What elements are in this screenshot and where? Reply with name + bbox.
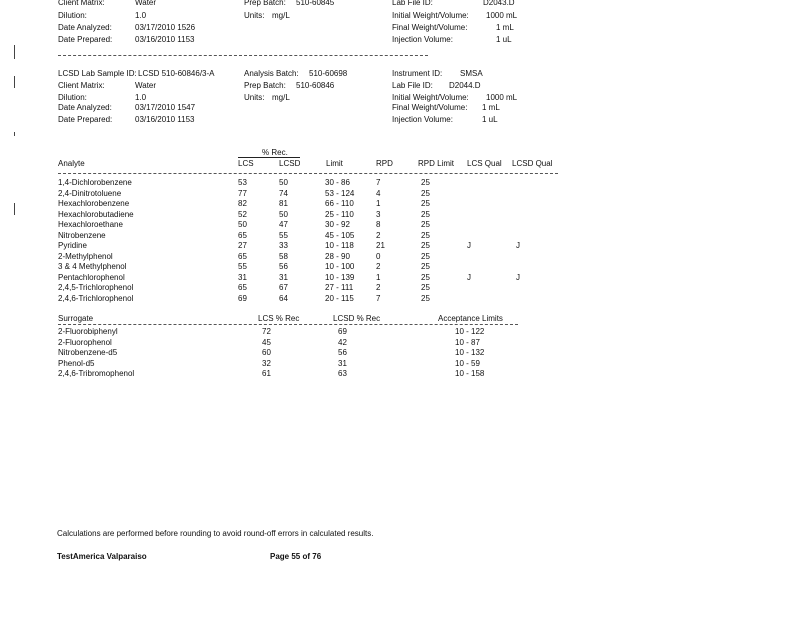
initial-weight-label: Initial Weight/Volume: xyxy=(392,93,469,102)
lcsd-rec: 67 xyxy=(279,283,288,292)
acceptance-limit: 10 - 59 xyxy=(455,358,480,368)
header-lcsd-rec: LCSD % Rec xyxy=(333,314,381,323)
lcs-rec: 32 xyxy=(262,358,271,368)
dilution-value: 1.0 xyxy=(135,93,147,102)
units-label: Units: xyxy=(244,93,265,102)
lcs-rec: 55 xyxy=(238,262,247,271)
injection-value: 1 uL xyxy=(496,35,512,44)
calculation-note: Calculations are performed before rounding to avoid round-off errors in calculated results. xyxy=(57,529,374,538)
margin-mark xyxy=(14,76,15,88)
lcsd-rec: 56 xyxy=(279,262,288,271)
rpd-limit: 25 xyxy=(421,283,430,292)
surrogate-name: 2-Fluorophenol xyxy=(58,337,112,347)
rpd-limit: 25 xyxy=(421,272,430,282)
acceptance-limit: 10 - 158 xyxy=(455,369,485,378)
rec-limit: 10 - 118 xyxy=(325,241,354,250)
lcsd-rec: 31 xyxy=(279,272,288,282)
margin-mark xyxy=(14,203,15,215)
lab-file-label: Lab File ID: xyxy=(392,0,433,7)
lcs-qual: J xyxy=(467,272,471,282)
prep-batch-label: Prep Batch: xyxy=(244,0,286,7)
initial-weight-label: Initial Weight/Volume: xyxy=(392,11,469,20)
page-total: 76 xyxy=(312,552,322,561)
rec-limit: 10 - 139 xyxy=(325,272,355,282)
rec-limit: 53 - 124 xyxy=(325,188,355,198)
header-lcsd-qual: LCSD Qual xyxy=(512,159,553,168)
header-surrogate: Surrogate xyxy=(58,314,94,323)
lcsd-rec: 58 xyxy=(279,251,288,261)
lcs-rec: 72 xyxy=(262,327,271,336)
lcsd-id-value: LCSD 510-60846/3-A xyxy=(138,69,215,78)
rec-limit: 66 - 110 xyxy=(325,199,354,208)
header-divider xyxy=(58,173,558,174)
lcs-rec: 65 xyxy=(238,251,247,261)
rec-limit: 20 - 115 xyxy=(325,293,354,303)
client-matrix-value: Water xyxy=(135,81,157,90)
lab-file-label: Lab File ID: xyxy=(392,81,433,90)
rpd-limit: 25 xyxy=(421,199,430,208)
units-label: Units: xyxy=(244,11,265,20)
lcs-rec: 52 xyxy=(238,209,247,219)
lcs-qual: J xyxy=(467,241,471,250)
rpd-limit: 25 xyxy=(421,262,430,271)
analysis-batch-label: Analysis Batch: xyxy=(244,69,299,78)
units-value: mg/L xyxy=(272,93,290,102)
percent-rec-group-header: % Rec. xyxy=(262,148,288,157)
acceptance-limit: 10 - 122 xyxy=(455,327,485,336)
rec-limit: 45 - 105 xyxy=(325,230,355,240)
prep-batch-value: 510-60845 xyxy=(296,0,335,7)
final-weight-label: Final Weight/Volume: xyxy=(392,23,468,32)
surrogate-name: Phenol-d5 xyxy=(58,358,95,368)
lcsd-rec: 69 xyxy=(338,327,347,336)
analyte-name: 1,4-Dichlorobenzene xyxy=(58,178,132,187)
lab-file-value: D2043.D xyxy=(483,0,515,7)
analyte-name: Pyridine xyxy=(58,241,87,250)
rpd-limit: 25 xyxy=(421,251,430,261)
injection-label: Injection Volume: xyxy=(392,35,453,44)
lcsd-rec: 74 xyxy=(279,188,288,198)
date-prepared-value: 03/16/2010 1153 xyxy=(135,35,195,44)
analyte-name: 2,4,6-Trichlorophenol xyxy=(58,293,134,303)
lcs-rec: 65 xyxy=(238,230,247,240)
date-analyzed-value: 03/17/2010 1547 xyxy=(135,103,196,112)
header-rpd-limit: RPD Limit xyxy=(418,159,455,168)
rpd-limit: 25 xyxy=(421,178,430,187)
lcsd-qual: J xyxy=(516,272,520,282)
units-value: mg/L xyxy=(272,11,290,20)
analyte-name: Hexachloroethane xyxy=(58,220,123,229)
lcsd-rec: 33 xyxy=(279,241,288,250)
lcsd-rec: 64 xyxy=(279,293,288,303)
page-number: 55 xyxy=(291,552,301,561)
lcsd-id-label: LCSD Lab Sample ID: xyxy=(58,69,137,78)
final-weight-value: 1 mL xyxy=(496,23,514,32)
analyte-name: 2,4-Dinitrotoluene xyxy=(58,188,122,198)
lcs-rec: 45 xyxy=(262,337,271,347)
injection-value: 1 uL xyxy=(482,115,498,124)
margin-mark xyxy=(14,45,15,59)
rpd-value: 8 xyxy=(376,220,381,229)
lcs-rec: 53 xyxy=(238,178,247,187)
rec-limit: 27 - 111 xyxy=(325,283,354,292)
rec-limit: 28 - 90 xyxy=(325,251,350,261)
group-header-rule xyxy=(238,157,300,158)
header-analyte: Analyte xyxy=(58,159,85,168)
rpd-value: 0 xyxy=(376,251,381,261)
rpd-value: 2 xyxy=(376,262,381,271)
lcs-rec: 61 xyxy=(262,369,271,378)
surrogate-name: Nitrobenzene-d5 xyxy=(58,348,118,357)
lcs-rec: 82 xyxy=(238,199,247,208)
analyte-name: Nitrobenzene xyxy=(58,230,106,240)
date-prepared-value: 03/16/2010 1153 xyxy=(135,115,195,124)
instrument-label: Instrument ID: xyxy=(392,69,443,78)
lcsd-rec: 31 xyxy=(338,358,347,368)
date-analyzed-label: Date Analyzed: xyxy=(58,103,112,112)
rec-limit: 25 - 110 xyxy=(325,209,354,219)
analysis-batch-value: 510-60698 xyxy=(309,69,348,78)
rec-limit: 30 - 86 xyxy=(325,178,350,187)
dilution-value: 1.0 xyxy=(135,11,147,20)
header-lcsd: LCSD xyxy=(279,159,301,168)
analyte-name: Pentachlorophenol xyxy=(58,272,125,282)
rpd-value: 2 xyxy=(376,230,381,240)
lcs-rec: 27 xyxy=(238,241,247,250)
page-of-label: of xyxy=(302,552,311,561)
prep-batch-value: 510-60846 xyxy=(296,81,335,90)
lcsd-rec: 56 xyxy=(338,348,347,357)
rpd-limit: 25 xyxy=(421,230,430,240)
rpd-value: 7 xyxy=(376,293,381,303)
date-analyzed-label: Date Analyzed: xyxy=(58,23,112,32)
date-analyzed-value: 03/17/2010 1526 xyxy=(135,23,196,32)
page-label: Page xyxy=(270,552,290,561)
lcsd-rec: 81 xyxy=(279,199,288,208)
lcsd-rec: 42 xyxy=(338,337,347,347)
rpd-limit: 25 xyxy=(421,293,430,303)
lcs-rec: 65 xyxy=(238,283,247,292)
rpd-value: 1 xyxy=(376,199,381,208)
rec-limit: 10 - 100 xyxy=(325,262,355,271)
header-limit: Limit xyxy=(326,159,343,168)
analyte-name: Hexachlorobenzene xyxy=(58,199,130,208)
client-matrix-value: Water xyxy=(135,0,157,7)
rpd-value: 7 xyxy=(376,178,381,187)
surrogate-name: 2-Fluorobiphenyl xyxy=(58,327,118,336)
final-weight-label: Final Weight/Volume: xyxy=(392,103,468,112)
final-weight-value: 1 mL xyxy=(482,103,500,112)
lcs-rec: 50 xyxy=(238,220,247,229)
analyte-name: 3 & 4 Methylphenol xyxy=(58,262,127,271)
prep-batch-label: Prep Batch: xyxy=(244,81,286,90)
lcs-rec: 31 xyxy=(238,272,247,282)
rpd-limit: 25 xyxy=(421,241,430,250)
section-divider xyxy=(58,55,428,56)
acceptance-limit: 10 - 132 xyxy=(455,348,485,357)
injection-label: Injection Volume: xyxy=(392,115,453,124)
analyte-name: 2,4,5-Trichlorophenol xyxy=(58,283,134,292)
surrogate-header-divider xyxy=(58,324,518,325)
client-matrix-label: Client Matrix: xyxy=(58,81,105,90)
date-prepared-label: Date Prepared: xyxy=(58,35,113,44)
header-lcs-qual: LCS Qual xyxy=(467,159,502,168)
client-matrix-label: Client Matrix: xyxy=(58,0,105,7)
date-prepared-label: Date Prepared: xyxy=(58,115,113,124)
lcsd-qual: J xyxy=(516,241,520,250)
lcs-rec: 60 xyxy=(262,348,271,357)
initial-weight-value: 1000 mL xyxy=(486,93,518,102)
dilution-label: Dilution: xyxy=(58,11,87,20)
surrogate-name: 2,4,6-Tribromophenol xyxy=(58,369,135,378)
header-lcs-rec: LCS % Rec xyxy=(258,314,300,323)
rpd-value: 1 xyxy=(376,272,381,282)
rpd-limit: 25 xyxy=(421,220,430,229)
lab-file-value: D2044.D xyxy=(449,81,481,90)
company-name: TestAmerica Valparaiso xyxy=(57,552,147,561)
header-rpd: RPD xyxy=(376,159,393,168)
header-acceptance-limits: Acceptance Limits xyxy=(438,314,503,323)
acceptance-limit: 10 - 87 xyxy=(455,337,480,347)
page-indicator xyxy=(270,552,321,562)
lcsd-rec: 55 xyxy=(279,230,288,240)
instrument-value: SMSA xyxy=(460,69,483,78)
dilution-label: Dilution: xyxy=(58,93,87,102)
lcsd-rec: 50 xyxy=(279,178,288,187)
rpd-value: 3 xyxy=(376,209,381,219)
rec-limit: 30 - 92 xyxy=(325,220,350,229)
margin-mark xyxy=(14,132,15,136)
rpd-value: 4 xyxy=(376,188,381,198)
lcs-rec: 69 xyxy=(238,293,247,303)
header-lcs: LCS xyxy=(238,159,254,168)
lcsd-rec: 47 xyxy=(279,220,288,229)
rpd-value: 21 xyxy=(376,241,385,250)
lcs-rec: 77 xyxy=(238,188,247,198)
rpd-limit: 25 xyxy=(421,188,430,198)
rpd-limit: 25 xyxy=(421,209,430,219)
analyte-name: Hexachlorobutadiene xyxy=(58,209,134,219)
initial-weight-value: 1000 mL xyxy=(486,11,518,20)
rpd-value: 2 xyxy=(376,283,381,292)
analyte-name: 2-Methylphenol xyxy=(58,251,113,261)
lcsd-rec: 50 xyxy=(279,209,288,219)
lcsd-rec: 63 xyxy=(338,369,347,378)
